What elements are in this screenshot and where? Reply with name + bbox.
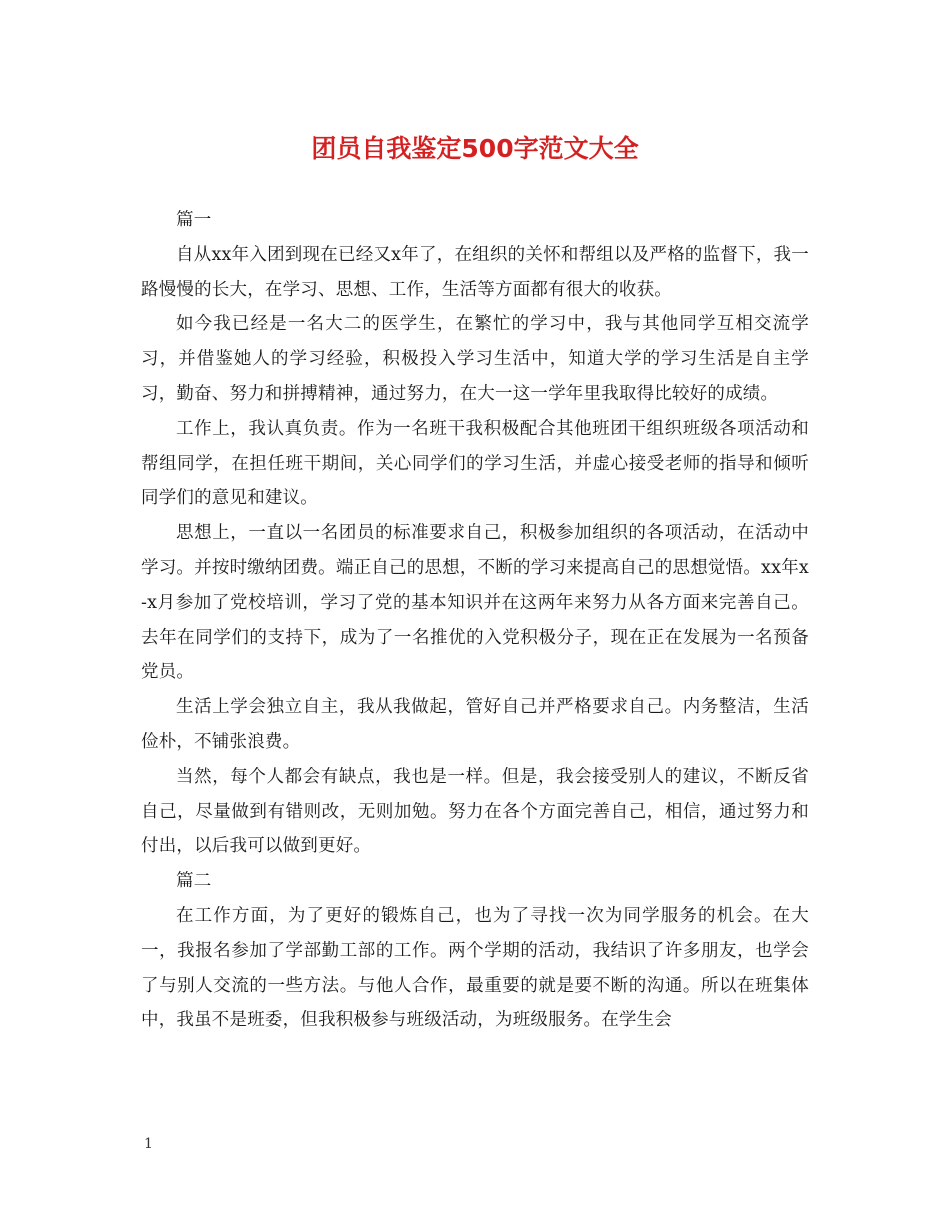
paragraph: 当然，每个人都会有缺点，我也是一样。但是，我会接受别人的建议，不断反省自己，尽量做到有错则改，无则加勉。努力在各个方面完善自己，相信，通过努力和付出，以后我可以做到更好。 (141, 766, 809, 857)
document-title: 团员自我鉴定500字范文大全 (311, 134, 639, 163)
paragraph: 如今我已经是一名大二的医学生，在繁忙的学习中，我与其他同学互相交流学习，并借鉴她人的学习经验，积极投入学习生活中，知道大学的学习生活是自主学习，勤奋、努力和拼搏精神，通过努力，在大一这一学年里我取得比较好的成绩。 (141, 314, 809, 404)
section-heading-2: 篇二 (176, 871, 212, 892)
document-body (141, 203, 809, 1038)
paragraph: 自从xx年入团到现在已经又x年了，在组织的关怀和帮组以及严格的监督下，我一路慢慢的长大，在学习、思想、工作，生活等方面都有很大的收获。 (141, 244, 809, 300)
paragraph: 思想上，一直以一名团员的标准要求自己，积极参加组织的各项活动，在活动中学习。并按时缴纳团费。端正自己的思想，不断的学习来提高自己的思想觉悟。xx年x-x月参加了党校培训，学习了党的基本知识并在这两年来努力从各方面来完善自己。去年在同学们的支持下，成为了一名推优的入党积极分子，现在正在发展为一名预备党员。 (141, 523, 809, 683)
paragraph: 工作上，我认真负责。作为一名班干我积极配合其他班团干组织班级各项活动和帮组同学，在担任班干期间，关心同学们的学习生活，并虚心接受老师的指导和倾听同学们的意见和建议。 (141, 418, 809, 509)
section-heading-1: 篇一 (176, 210, 212, 230)
paragraph: 生活上学会独立自主，我从我做起，管好自己并严格要求自己。内务整洁，生活俭朴，不铺张浪费。 (141, 697, 809, 752)
paragraph: 在工作方面，为了更好的锻炼自己，也为了寻找一次为同学服务的机会。在大一，我报名参加了学部勤工部的工作。两个学期的活动，我结识了许多朋友，也学会了与别人交流的一些方法。与他人合作，最重要的就是要不断的沟通。所以在班集体中，我虽不是班委，但我积极参与班级活动，为班级服务。在学生会 (141, 905, 809, 1031)
page-number: 1 (144, 1136, 153, 1152)
